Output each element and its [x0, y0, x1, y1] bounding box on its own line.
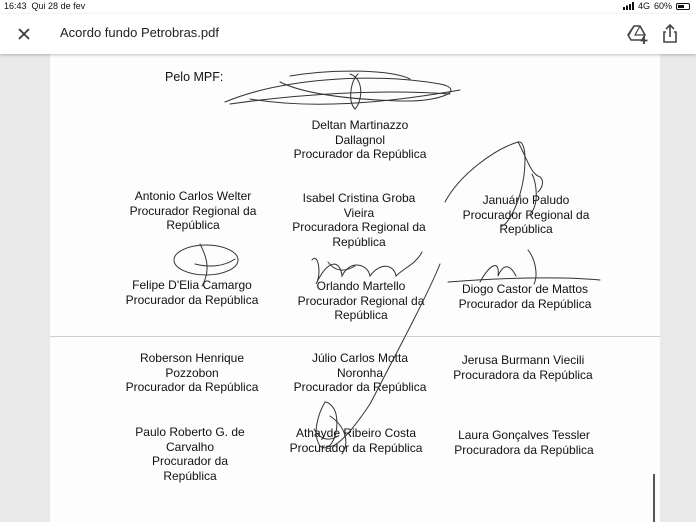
- signatory-line: Januário Paludo: [482, 193, 570, 207]
- signatory-line: Procuradora da República: [454, 442, 594, 457]
- signatory-line: Procurador da República: [125, 380, 259, 394]
- signatory-line: Orlando Martello: [316, 279, 406, 293]
- mpf-label: Pelo MPF:: [165, 70, 224, 84]
- signatory-block: [443, 353, 603, 382]
- status-left: [4, 1, 85, 11]
- signatory-line: Noronha: [336, 365, 384, 380]
- signatory-line: República: [332, 234, 386, 249]
- status-bar: [0, 0, 696, 14]
- signatory-block: [280, 118, 440, 162]
- status-time: 16:43: [4, 1, 27, 11]
- signatory-line: Procurador da: [151, 454, 229, 468]
- signatory-block: [279, 191, 439, 249]
- signatory-line: Procurador da República: [125, 292, 259, 307]
- battery-icon: [676, 3, 690, 10]
- diogo-signature: [448, 250, 600, 284]
- status-date: Qui 28 de fev: [31, 1, 86, 11]
- close-icon: [17, 27, 31, 41]
- close-button[interactable]: [12, 22, 36, 46]
- add-to-drive-button[interactable]: [626, 22, 650, 46]
- signatory-line: Athayde Ribeiro Costa: [295, 426, 417, 440]
- page-edge-line: [653, 474, 655, 522]
- drive-add-icon: [626, 22, 650, 46]
- signatory-line: República: [166, 218, 220, 232]
- signatory-line: Procurador Regional da: [129, 203, 257, 218]
- signatory-line: Pozzobon: [165, 365, 219, 380]
- battery-percent: 60%: [653, 1, 672, 11]
- signatory-line: Procurador da República: [458, 296, 592, 311]
- signatory-block: [113, 189, 273, 233]
- signatory-line: Procuradora da República: [453, 367, 593, 382]
- signatory-line: República: [163, 468, 217, 483]
- signatory-line: Procurador da República: [289, 440, 423, 455]
- signatory-block: [110, 425, 270, 483]
- network-type: 4G: [637, 1, 650, 11]
- signatory-line: Dallagnol: [334, 132, 386, 147]
- signatory-line: Jerusa Burmann Viecili: [461, 353, 585, 367]
- signatory-block: [281, 279, 441, 323]
- signatory-line: Laura Gonçalves Tessler: [458, 428, 590, 442]
- status-right: [623, 1, 690, 11]
- signatory-line: Felipe D'Elia Camargo: [132, 278, 252, 292]
- signatory-block: [445, 282, 605, 311]
- signatory-block: [280, 351, 440, 395]
- signatory-line: Procurador Regional da: [297, 293, 425, 308]
- share-button[interactable]: [658, 22, 682, 46]
- signatory-line: República: [499, 222, 553, 236]
- signal-icon: [623, 2, 634, 10]
- signatory-line: Vieira: [343, 205, 375, 220]
- signatory-line: Júlio Carlos Motta: [311, 351, 409, 365]
- document-title: Acordo fundo Petrobras.pdf: [60, 25, 219, 40]
- signatory-block: [446, 193, 606, 237]
- signatory-line: Procurador da República: [293, 380, 427, 394]
- signatory-line: Diogo Castor de Mattos: [461, 282, 589, 296]
- mpf-signature: [225, 71, 460, 109]
- signatory-line: Isabel Cristina Groba: [302, 191, 416, 205]
- signatory-block: [112, 351, 272, 395]
- signatory-line: Procurador da República: [293, 147, 427, 161]
- signatory-line: República: [334, 308, 388, 322]
- signatory-block: [444, 428, 604, 457]
- signatory-line: Carvalho: [165, 439, 215, 454]
- signatory-line: Paulo Roberto G. de: [135, 425, 245, 439]
- battery-fill: [678, 5, 684, 8]
- signatory-line: Deltan Martinazzo: [311, 118, 409, 132]
- app-bar: [0, 14, 696, 54]
- signatory-line: Procuradora Regional da: [292, 220, 426, 234]
- signatory-line: Roberson Henrique: [139, 351, 245, 365]
- page-divider: [50, 336, 660, 337]
- signatory-line: Procurador Regional da: [462, 207, 590, 222]
- pdf-page[interactable]: [50, 54, 660, 522]
- share-icon: [658, 22, 682, 46]
- signatory-line: Antonio Carlos Welter: [134, 189, 252, 203]
- signatory-block: [112, 278, 272, 307]
- signatory-block: [276, 426, 436, 455]
